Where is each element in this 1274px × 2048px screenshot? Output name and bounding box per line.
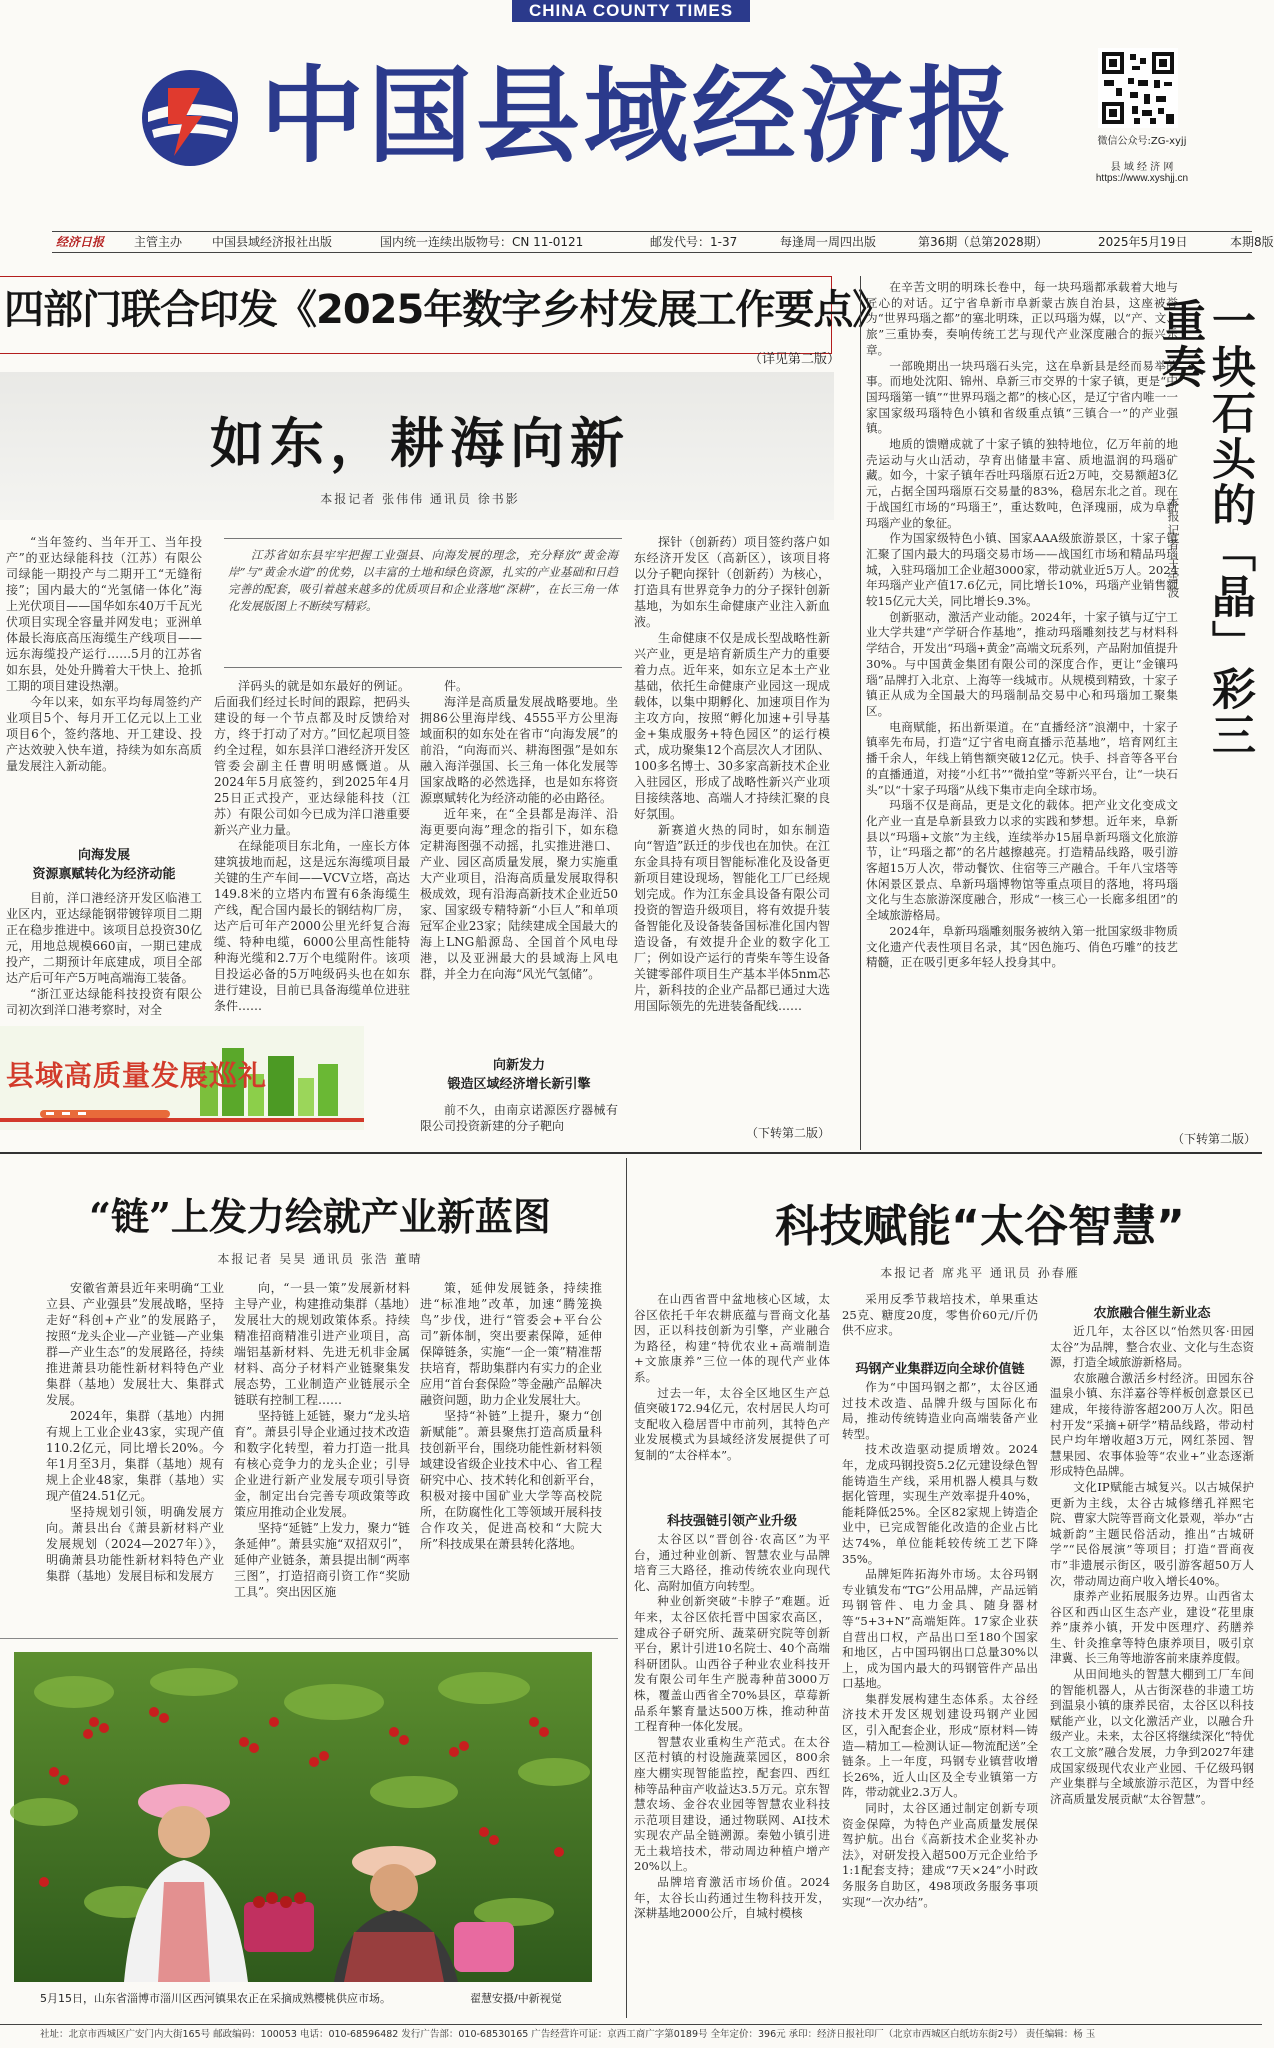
paragraph: 策，延伸发展链条，持续推进“标准地”改革，加速“腾笼换鸟”步伐，进行“管委会+平台公司”新体制，突出要素保障，延伸保障链条，实施“一企一策”精准帮扶培育，帮助集群内有实力的企业应用“首台套保险”等金融产品解决融资问题，助力企业发展壮大。: [420, 1281, 602, 1407]
paragraph: 在绿能项目东北角，一座长方体建筑拔地而起，这是远东海缆项目最关键的生产车间——VCV立塔，高达149.8米的立塔内布置有6条海缆生产线，配合国内最长的钢结构厂房，达产后可年产2000公里光纤复合海缆、特种电缆，6000公里高性能特种海光缆和2.7万个电缆附件。该项目投运必备的5万吨级码头也在如东进行建设，目前已具备海缆单位进驻条件……: [214, 839, 410, 1013]
column-divider: [626, 1158, 627, 2018]
paragraph: 坚持链上延链，聚力“龙头培育”。萧县引导企业通过技术改造和数字化转型，着力打造一批具有核心竞争力的龙头企业；引导企业进行新产业发展专项引导资金，制定出台完善专项政策等政策应用推动企业发展。: [234, 1409, 410, 1519]
taigu-subhead-1: 科技强链引领产业升级: [666, 1514, 797, 1529]
paragraph: 同时，太谷区通过制定创新专项资金保障，为特色产业高质量发展保驾护航。出台《高新技术企业奖补办法》，对研发投入超500万元企业给予1:1配套支持；建成“7天×24”小时政务服务自助区，498项政务服务事项实现“一次办结”。: [842, 1801, 1038, 1909]
paragraph: 洋码头的就是如东最好的例证。后面我们经过长时间的跟踪，把码头建设的每一个节点都及时反馈给对方，终于打动了对方。”回忆起项目签约全过程，如东县洋口港经济开发区管委会副主任曹明明感慨道。从2024年5月底签约，到2025年4月25日正式投产，亚达绿能科技（江苏）有限公司如今已成为洋口港重要新兴产业力量。: [214, 679, 410, 837]
lead-headline-box: [0, 276, 892, 354]
rudong-intro: 江苏省如东县牢牢把握工业强县、向海发展的理念，充分释放“黄金海岸”与“黄金水道”的优势，以丰富的土地和绿色资源，扎实的产业基础和日趋完善的配套，吸引着越来越多的优质项目和企业落地“深耕”，在长三角一体化发展版图上不断续写精彩。: [228, 548, 618, 613]
paragraph: “当年签约、当年开工、当年投产”的亚达绿能科技（江苏）有限公司绿能一期投产与二期开工“无缝衔接”；国内最大的“光氢储一体化”海上光伏项目——国华如东40万千瓦光伏项目实现全容量并网发电；亚洲单体最长海底高压海缆生产线项目——远东海缆投产运行……5月的江苏省如东县，处处升腾着大干快上、抢抓工期的项目建设热潮。: [6, 535, 202, 693]
paragraph: 探针（创新药）项目签约落户如东经济开发区（高新区），该项目将以分子靶向探针（创新药）为核心，打造具有世界竞争力的分子探针创新基地，为如东生命健康产业注入新血液。: [634, 535, 830, 629]
paragraph: 近年来，在“全县都是海洋、沿海更要向海”理念的指引下，如东稳定耕海图强不动摇，扎实推进港口、产业、园区高质量发展，聚力实施重大产业项目，沿海高质量发展取得积极成效，现有沿海高新技术企业近50家、国家级专精特新“小巨人”和单项冠军企业23家；陆续建成全国最大的海上LNG船源岛、全国首个风电母港，以及亚洲最大的县域海上风电群，并全力在向海“风光气氢储”。: [420, 807, 618, 981]
masthead: [0, 0, 1262, 228]
paragraph: 过去一年，太谷全区地区生产总值突破172.94亿元，农村居民人均可支配收入稳居晋中市前列，其特色产业发展模式为县域经济发展提供了可复制的“太谷样本”。: [634, 1385, 830, 1462]
sidebar-headline: 一块石头的「晶」彩三重奏: [1154, 298, 1255, 758]
paragraph: 坚持规划引领，明确发展方向。萧县出台《萧县新材料产业发展规划（2024—2027年）》，明确萧县功能性新材料特色产业集群（基地）发展目标和发展方: [46, 1505, 224, 1583]
paragraph: 一部晚期出一块玛瑙石头完，这在阜新县是经而易举的事。而地处沈阳、锦州、阜新三市交界的十家子镇，更是“中国玛瑙第一镇”“世界玛瑙之都”的核心区，是辽宁省内唯一一家国家级玛瑙特色小镇和省级重点镇“三镇合一”的产业强镇。: [866, 358, 1178, 436]
paragraph: “浙江亚达绿能科技投资有限公司初次到洋口港考察时，对全: [6, 987, 202, 1017]
column-divider: [860, 276, 861, 1150]
paragraph: 新赛道火热的同时，如东制造向“智造”跃迁的步伐也在加快。在江东金具持有项目智能标准化及设备更新项目建设现场，智能化工厂已经规划完成。作为江东金具设备有限公司投资的智造升级项目，将有效提升装备智能化及设备装备国标准化国内智造设备，有效提升企业的数字化工厂；例如设产运行的青柴车等生设备关键零部件项目生产基本半体5nm芯片，新科技的企业产品都已通过大选用国际领先的先进装备配线……: [634, 823, 830, 1013]
paragraph: 坚持“补链”上提升，聚力“创新赋能”。萧县聚焦打造高质量科技创新平台，围绕功能性新材料领域建设省级企业技术中心、省工程研究中心、技术转化和创新平台，积极对接中国矿业大学等高校院所，在防腐性化工等领域开展科技合作攻关，促进高校和“大院大所”科技成果在萧县转化落地。: [420, 1409, 602, 1551]
rudong-column-1b: [6, 890, 202, 1026]
paragraph: 康养产业拓展服务边界。山西省太谷区和西山区生态产业，建设“花里康养”康养小镇，开发中医理疗、药膳养生、针灸推拿等特色康养项目，吸引京津冀、长三角等地游客前来康养度假。: [1050, 1589, 1254, 1666]
chain-headline: “链”上发力绘就产业新蓝图: [89, 1194, 551, 1239]
paragraph: 2024年，集群（基地）内拥有规上工业企业43家，实现产值110.2亿元，同比增长20%。今年1月至3月，集群（基地）规有规上企业48家，集群（基地）实现产值24.51亿元。: [46, 1409, 224, 1503]
info-bar: [52, 231, 1274, 253]
taigu-column-3: [1050, 1324, 1254, 2004]
taigu-column-2b: [842, 1380, 1038, 2002]
taigu-byline: 本报记者 席兆平 通讯员 孙春雁: [880, 1266, 1080, 1280]
chain-byline: 本报记者 吴昊 通讯员 张浩 董晴: [217, 1252, 423, 1266]
page-count: 本期8版: [1230, 235, 1274, 249]
postal-code: 邮发代号：1-37: [650, 235, 738, 249]
sidebar-body: [866, 280, 1178, 1140]
sidebar-byline: 本报记者 王雪波: [1166, 496, 1180, 600]
rudong-column-3b: [420, 1102, 618, 1138]
paragraph: 技术改造驱动提质增效。2024年，龙成玛钢投资5.2亿元建设绿色智能铸造生产线，采用机器人模具与数据化管理，实现生产效率提升40%，能耗降低25%。全区82家规上铸造企业中，已完成智能化改造的企业占比达74%，单位能耗较传统工艺下降35%。: [842, 1442, 1038, 1566]
publisher: 中国县域经济报社出版: [212, 235, 333, 249]
paragraph: 件。: [444, 679, 469, 693]
paragraph: 近几年，太谷区以“怡然贝客·田园太谷”为品牌，整合农业、文化与生态资源，打造全域旅游新格局。: [1050, 1324, 1254, 1370]
rudong-intro-box: [224, 538, 622, 668]
chain-column-3: [420, 1280, 602, 1632]
paragraph: 品牌培育激活市场价值。2024年，太谷长山药通过生物科技开发，深耕基地2000公斤，自城村模核: [634, 1875, 830, 1921]
taigu-subhead-2: 玛钢产业集群迈向全球价值链: [855, 1362, 1025, 1377]
sponsor: 主管主办: [134, 235, 183, 249]
footer: 社址：北京市西城区广安门内大街165号 邮政编码：100053 电话：010-68596482 发行广告部：010-68530165 广告经营许可证：京西工商广字第0189号 全年定价：396元 承印：经济日报社印厂（北京市西城区白纸坊东街2号） 责任编辑：杨 玉: [0, 2024, 1262, 2046]
english-name-bar: CHINA COUNTY TIMES: [512, 0, 750, 22]
rudong-byline: 本报记者 张伟伟 通讯员 徐书影: [320, 492, 520, 506]
photo-caption: 5月15日，山东省淄博市淄川区西河镇果农正在采摘成熟樱桃供应市场。: [40, 1992, 391, 2005]
taigu-column-2: [842, 1292, 1038, 1342]
paragraph: 种业创新突破“卡脖子”难题。近年来，太谷区依托晋中国家农高区，建成谷子研究所、蔬菜研究院等创新平台，累计引进10名院士、40个高端科研团队。山西谷子种业农业科技开发有限公司年生产脱毒种苗3000万株，覆盖山西省全70%县区，草莓新品系年繁育量达500万株，推动种苗工程育种一体化发展。: [634, 1594, 830, 1734]
chain-column-1: [46, 1280, 224, 1632]
paragraph: 坚持“延链”上发力，聚力“链条延伸”。萧县实施“双招双引”，延伸产业链条，萧县提出制“两率三图”，打造招商引资工作“奖励工具”。突出因区施: [234, 1521, 410, 1599]
cherry-harvest-photo: [14, 1652, 592, 1982]
rudong-article: [0, 372, 834, 1150]
issue-number: 第36期（总第2028期）: [918, 235, 1048, 249]
sidebar-continue-note: （下转第二版）: [1171, 1132, 1256, 1146]
inspection-banner: [0, 1026, 364, 1130]
paragraph: 2024年，阜新玛瑙雕刻服务被纳入第一批国家级非物质文化遗产代表性项目名录，其“因色施巧、俏色巧雕”的技艺精髓，正在吸引更多年轻人投身其中。: [866, 923, 1178, 970]
paragraph: 农旅融合激活乡村经济。田园东谷温泉小镇、东洋嘉谷等样板创意景区已建成，年接待游客超200万人次。阳邑村开发“采摘+研学”精品线路，带动村民户均年增收超3万元，网红茶园、智慧果园、农事体验等“农业+”业态逐渐形成特色品牌。: [1050, 1370, 1254, 1479]
paragraph: 今年以来，如东平均每周签约产业项目5个、每月开工亿元以上工业项目6个，签约落地、开工建设、投产达效驶入快车道，持续为如东高质量发展注入新动能。: [6, 695, 202, 773]
taigu-article: [630, 1158, 1262, 2018]
chain-column-2: [234, 1280, 410, 1632]
taigu-subhead-3: 农旅融合催生新业态: [1093, 1306, 1211, 1321]
section-divider: [0, 1152, 1262, 1154]
rudong-continue-note: （下转第二版）: [745, 1126, 830, 1140]
issue-date: 2025年5月19日: [1098, 235, 1188, 249]
paragraph: 海洋是高质量发展战略要地。坐拥86公里海岸线、4555平方公里海域面积的如东处在省市“向海发展”的前沿，“向海而兴、耕海图强”是如东融入海洋强国、长三角一体化发展等国家战略的必然选择，也是如东将资源禀赋转化为经济动能的必由路径。: [420, 695, 618, 805]
paragraph: 向，“一县一策”发展新材料主导产业，构建推动集群（基地）发展壮大的规划政策体系。持续精准招商精准引进产业项目，高端铝基新材料、先进无机非金属材料、高分子材料产业链聚集发展态势，工业制造产业链展示全链联有控制工程……: [234, 1281, 410, 1407]
qr-caption-site-name: 县 域 经 济 网: [1110, 162, 1174, 173]
lead-headline: 四部门联合印发《2025年数字乡村发展工作要点》: [4, 287, 892, 333]
paragraph: 在辛苦文明的明珠长卷中，每一块玛瑙都承载着大地与匠心的对话。辽宁省阜新市阜新蒙古族自治县，这座被誉为“世界玛瑙之都”的塞北明珠，正以玛瑙为媒，以“产、文、旅”三重协奏，奏响传统工艺与现代产业深度融合的振兴乐章。: [866, 280, 1178, 357]
chain-article: [0, 1158, 618, 1648]
paragraph: 电商赋能，拓出新渠道。在“直播经济”浪潮中，十家子镇率先布局，打造“辽宁省电商直播示范基地”，培育网红主播千余人，年线上销售额突破12亿元。快手、抖音等各平台的直播通道，对接“小红书”“微拍堂”等新兴平台，让“一块石头”以“十家子玛瑙”从线下集市走向全球市场。: [866, 719, 1178, 797]
taigu-headline: 科技赋能“太谷智慧”: [775, 1201, 1185, 1252]
cn-number: 国内统一连续出版物号：CN 11-0121: [380, 235, 584, 249]
qr-caption-wechat: 微信公众号:ZG-xyjj: [1097, 136, 1187, 147]
taigu-column-1: [634, 1292, 830, 1462]
paragraph: 目前，洋口港经济开发区临港工业区内，亚达绿能钢带镀锌项目二期正在稳步推进中。该项目总投资30亿元，用地总规模660亩，一期已建成投产，二期预计年底建成，项目全部达产后可年产5万吨高端海工装备。: [6, 891, 202, 985]
paragraph: 作为国家级特色小镇、国家AAA级旅游景区，十家子镇汇聚了国内最大的玛瑙交易市场——战国红市场和精品玛瑙城，入驻玛瑙加工企业超3000家，带动就业近5万人。2024年玛瑙产业产值17.6亿元，同比增长10%，玛瑙产业销售额较15亿元大关，同比增长9.3%。: [866, 531, 1178, 609]
photo-top-divider: [0, 1638, 618, 1639]
rudong-column-3: [420, 678, 618, 1018]
rudong-headline: 如东，耕海向新: [210, 412, 630, 475]
paragraph: 在山西省晋中盆地核心区域，太谷区依托千年农耕底蕴与晋商文化基因，正以科技创新为引擎，产业融合为路径，构建“特优农业+高端制造+文旅康养”三位一体的现代产业体系。: [634, 1292, 830, 1384]
rudong-column-4: [634, 534, 830, 1126]
frequency: 每逢周一周四出版: [780, 235, 877, 249]
paragraph: 创新驱动，激活产业动能。2024年，十家子镇与辽宁工业大学共建“产学研合作基地”，推动玛瑙雕刻技艺与材料科学结合，开发出“玛瑙+黄金”高端文玩系列，产品附加值提升30%。与中国黄金集团有限公司的深度合作，更让“金镶玛瑙”品牌打入北京、上海等一线城市。从规模到精致，十家子镇正从成为全国最大的玛瑙制品交易中心和玛瑙加工聚集区。: [866, 609, 1178, 718]
paragraph: 地质的馈赠成就了十家子镇的独特地位，亿万年前的地壳运动与火山活动，孕育出储量丰富、质地温润的玛瑙矿藏。如今，十家子镇年吞吐玛瑙原石近2万吨，交易额超3亿元，占据全国玛瑙原石交易量的83%，稳居东北之首。现在于战国红市场的“玛瑙王”，重达数吨，色泽瑰丽，成为阜新玛瑙产业的象征。: [866, 437, 1178, 530]
paragraph: 智慧农业重构生产范式。在太谷区范村镇的村设施蔬菜园区，800余座大棚实现智能监控，配套四、西红柿等品种亩产收益达3.5万元。京东智慧农场、金谷农业园等智慧农业科技示范项目建设，通过物联网、AI技术实现农产品全链溯源。秦勉小镇引进无土栽培技术，带动周边种植户增产20%以上。: [634, 1734, 830, 1874]
paragraph: 生命健康不仅是成长型战略性新兴产业，更是培育新质生产力的重要着力点。近年来，如东立足本土产业基础，依托生命健康产业园这一现成载体，以集中期孵化、加速项目作为主攻方向，按照“孵化加速+引导基金+集成服务+特色园区”的运行模式，成功聚集12个高层次人才团队、100多名博士、30多家高新技术企业入驻园区，形成了战略性新兴产业项目接续落地、高端人才持续汇聚的良好氛围。: [634, 631, 830, 821]
paragraph: 安徽省萧县近年来明确“工业立县、产业强县”发展战略，坚持走好“科创+产业”的发展路子，按照“龙头企业—产业链—产业集群—产业生态”的发展路径，持续推进萧县功能性新材料特色产业集群（基地）发展壮大、集群式发展。: [46, 1281, 224, 1407]
lead-see-page: （详见第二版）: [748, 352, 840, 367]
paragraph: 作为“中国玛钢之都”，太谷区通过技术改造、品牌升级与国际化布局，推动传统铸造业向高端装备产业转型。: [842, 1380, 1038, 1441]
paragraph: 文化IP赋能古城复兴。以古城保护更新为主线，太谷古城修缮孔祥熙宅院、曹家大院等晋商文化景观，举办“古城新韵”主题民俗活动，推出“古城研学”“民俗展演”等项目；打造“晋商夜市”非遗展示街区，吸引游客超50万人次，带动周边商户收入增长40%。: [1050, 1479, 1254, 1588]
paragraph: 前不久，由南京诺源医疗器械有限公司投资新建的分子靶向: [420, 1103, 618, 1133]
qr-caption-url: https://www.xyshjj.cn: [1095, 173, 1189, 184]
photo-credit: 翟慧安摄/中新视觉: [470, 1992, 562, 2005]
taigu-column-1b: [634, 1532, 830, 2002]
paragraph: 集群发展构建生态体系。太谷经济技术开发区规划建设玛钢产业园区，引入配套企业，形成“原材料—铸造—精加工—检测认证—物流配送”全链条。上一年度，玛钢专业镇营收增长26%，近人山区及全专业镇第一方阵，带动就业2.3万人。: [842, 1691, 1038, 1800]
economic-daily-logo-icon: 经济日报: [56, 235, 105, 249]
paragraph: 采用反季节栽培技术，单果重达25克、糖度20度，零售价60元/斤仍供不应求。: [842, 1292, 1038, 1338]
paragraph: 品牌矩阵拓海外市场。太谷玛钢专业镇发布“TG”公用品牌，产品远销玛钢管件、电力金具、随身器材等“5+3+N”高端矩阵。17家企业获自营出口权，产品出口至180个国家和地区，占中国玛钢出口总量30%以上，成为国内最大的玛钢管件产品出口基地。: [842, 1567, 1038, 1691]
sidebar-article: [866, 276, 1262, 1150]
qr-code-icon: [1098, 48, 1178, 128]
paragraph: 太谷区以“晋创谷·农高区”为平台，通过种业创新、智慧农业与品牌培育三大路径，推动传统农业向现代化、高附加值方向转型。: [634, 1532, 830, 1593]
inspection-banner-title: 县域高质量发展巡礼: [6, 1059, 268, 1092]
rudong-subhead-1: 向海发展 资源禀赋转化为经济动能: [32, 848, 176, 882]
newspaper-chinese-name: 中国县域经济报: [260, 55, 1017, 177]
paragraph: 玛瑙不仅是商品，更是文化的载体。把产业文化变成文化产业一直是阜新县致力以求的实践和梦想。近年来，阜新县以“玛瑙+文旅”为主线，连续举办15届阜新玛瑙文化旅游节，让“玛瑙之都”的名片越擦越亮。打造精品线路，吸引游客超15万人次，带动餐饮、住宿等三产融合。千年八宝塔等休闲景区景点、阜新玛瑙博物馆等重点项目的落地，将玛瑙文化与生态旅游深度融合，形成“一核三心一长廊多组团”的全域旅游格局。: [866, 798, 1178, 923]
rudong-column-1: [6, 534, 202, 864]
paragraph: 从田间地头的智慧大棚到工厂车间的智能机器人，从古街深巷的非遗工坊到温泉小镇的康养民宿，太谷区以科技赋能产业，以文化激活产业，以融合升级产业。未来，太谷区将继续深化“特优农工文旅”融合发展，力争到2027年建成国家级现代农业产业园、千亿级玛钢产业集群与全域旅游示范区，为晋中经济高质量发展贡献“太谷智慧”。: [1050, 1667, 1254, 1806]
newspaper-logo-icon: [138, 66, 242, 170]
rudong-subhead-2: 向新发力 锻造区域经济增长新引擎: [447, 1058, 591, 1092]
